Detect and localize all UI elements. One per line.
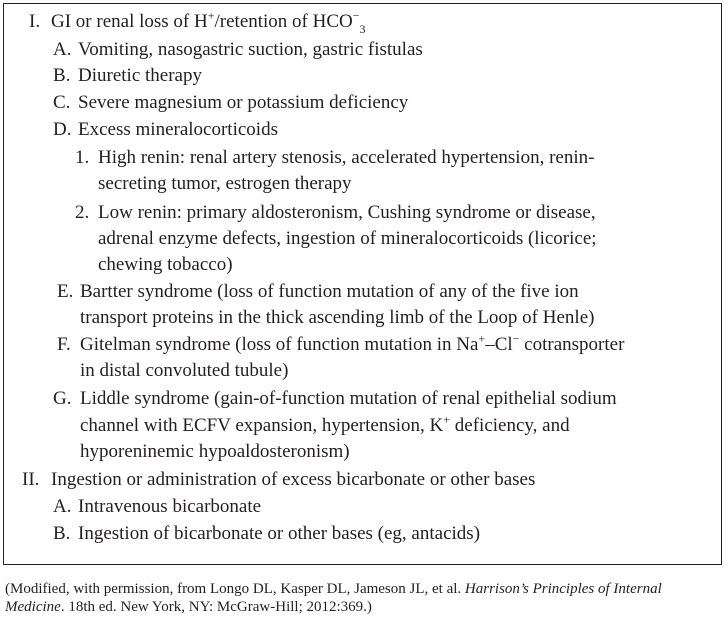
item-c-label: C. [53, 92, 71, 113]
section-2-item-b-label: B. [53, 523, 71, 544]
subitem-1-line1: High renin: renal artery stenosis, accelerated hypertension, renin- [98, 147, 595, 168]
subitem-2-line2: adrenal enzyme defects, ingestion of mineralocorticoids (licorice; [98, 228, 597, 249]
item-g-line3: hyporeninemic hypoaldosteronism) [80, 441, 350, 462]
subitem-1-line2: secreting tumor, estrogen therapy [98, 173, 352, 194]
section-2-item-b-text: Ingestion of bicarbonate or other bases (eg, antacids) [78, 523, 481, 544]
section-2-heading: Ingestion or administration of excess bicarbonate or other bases [51, 469, 536, 490]
item-c-text: Severe magnesium or potassium deficiency [78, 92, 409, 113]
item-d-label: D. [53, 119, 72, 140]
subitem-1-label: 1. [75, 147, 90, 168]
item-f-line1: Gitelman syndrome (loss of function mutation in Na+–Cl− cotransporter [80, 331, 625, 355]
section-2-label: II. [22, 469, 40, 490]
section-2-item-a-label: A. [53, 496, 72, 517]
item-f-label: F. [57, 334, 71, 355]
subitem-2-label: 2. [75, 202, 90, 223]
item-g-line2: channel with ECFV expansion, hypertension, K+ deficiency, and [80, 412, 570, 436]
item-a-text: Vomiting, nasogastric suction, gastric fistulas [78, 39, 423, 60]
item-b-label: B. [53, 65, 71, 86]
item-e-label: E. [57, 281, 74, 302]
section-1-label: I. [29, 11, 41, 32]
item-b-text: Diuretic therapy [78, 65, 202, 86]
source-caption-line2: Medicine. 18th ed. New York, NY: McGraw-Hill; 2012:369.) [5, 599, 372, 615]
subitem-2-line1: Low renin: primary aldosteronism, Cushing syndrome or disease, [98, 202, 596, 223]
item-g-line1: Liddle syndrome (gain-of-function mutation of renal epithelial sodium [80, 388, 617, 409]
subitem-2-line3: chewing tobacco) [98, 254, 233, 275]
item-e-line2: transport proteins in the thick ascending limb of the Loop of Henle) [80, 307, 595, 328]
source-caption-line1: (Modified, with permission, from Longo DL, Kasper DL, Jameson JL, et al. Harrison’s Principles of Internal [5, 581, 662, 597]
item-e-line1: Bartter syndrome (loss of function mutation of any of the five ion [80, 281, 579, 302]
section-1-heading: GI or renal loss of H+/retention of $HCO^-_3$ [51, 8, 366, 36]
item-g-label: G. [53, 388, 72, 409]
item-d-text: Excess mineralocorticoids [78, 119, 278, 140]
item-a-label: A. [53, 39, 72, 60]
section-2-item-a-text: Intravenous bicarbonate [78, 496, 262, 517]
item-f-line2: in distal convoluted tubule) [80, 360, 289, 381]
